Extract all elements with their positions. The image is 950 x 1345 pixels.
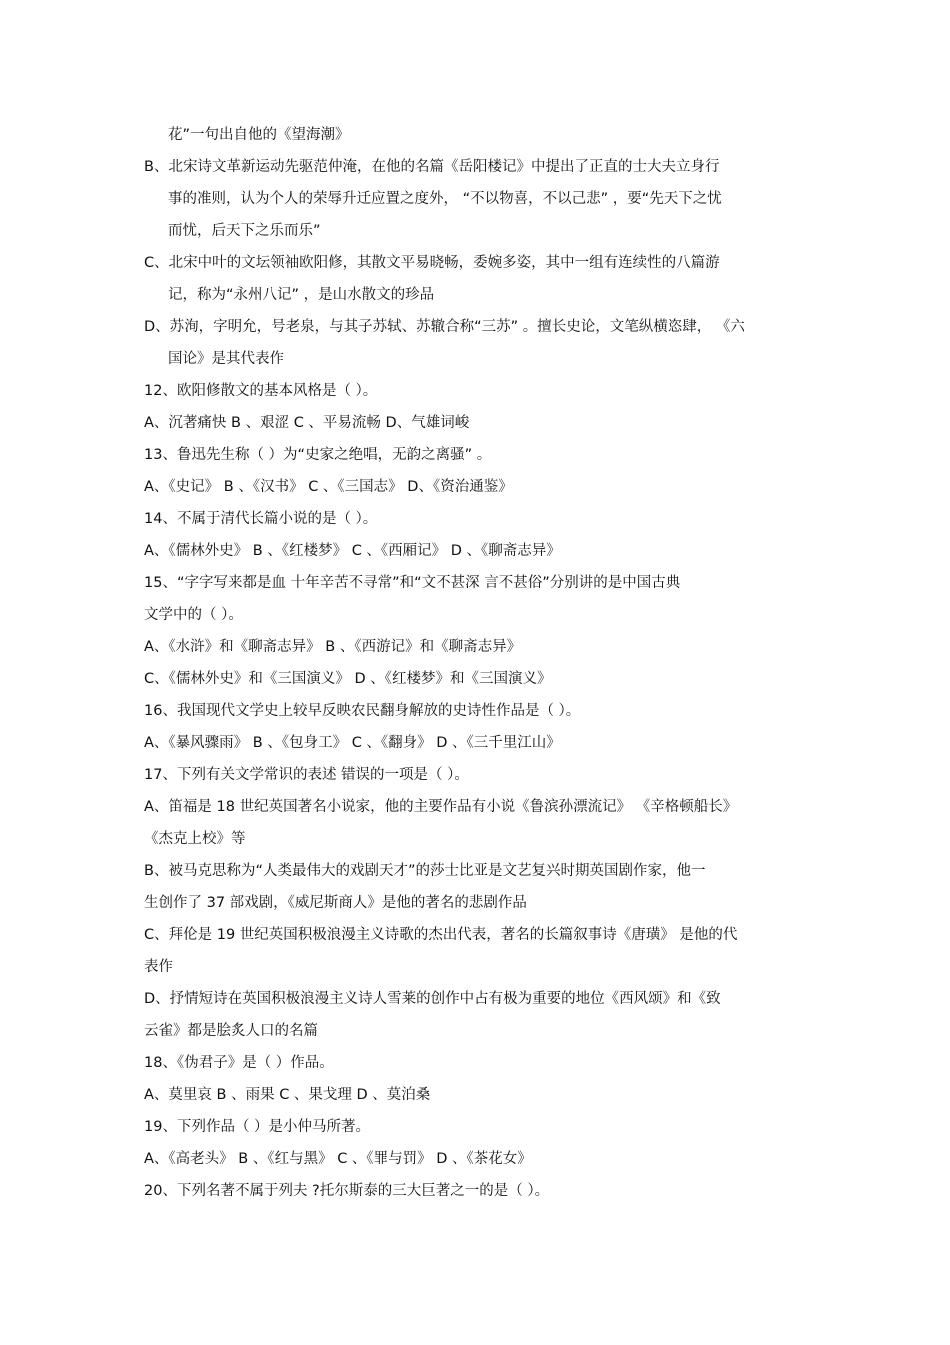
text-line: B、北宋诗文革新运动先驱范仲淹，在他的名篇《岳阳楼记》中提出了正直的士大夫立身行: [144, 159, 720, 175]
question-20: 20、下列名著不属于列夫 ?托尔斯泰的三大巨著之一的是（ ）。: [144, 1183, 550, 1199]
option-17b: B、被马克思称为“人类最伟大的戏剧天才”的莎士比亚是文艺复兴时期英国剧作家，他一: [144, 863, 706, 879]
text-line: 事的准则，认为个人的荣辱升迁应置之度外， “不以物喜，不以己悲” ，要“先天下之忧: [168, 191, 722, 207]
options-15a: A、《水浒》和《聊斋志异》 B 、《西游记》和《聊斋志异》: [144, 639, 522, 655]
text-line: 国论》是其代表作: [168, 351, 284, 367]
text-line: 记，称为“永州八记” ，是山水散文的珍品: [168, 287, 435, 303]
question-14: 14、不属于清代长篇小说的是（ ）。: [144, 511, 378, 527]
text-line: 而忧，后天下之乐而乐”: [168, 223, 321, 239]
options-19: A、《高老头》 B 、《红与黑》 C 、《罪与罚》 D 、《茶花女》: [144, 1151, 532, 1167]
options-12: A、沉著痛快 B 、艰涩 C 、平易流畅 D、气雄词峻: [144, 415, 470, 431]
text-line: 花”一句出自他的《望海潮》: [168, 127, 350, 143]
option-17d: D、抒情短诗在英国积极浪漫主义诗人雪莱的创作中占有极为重要的地位《西风颂》和《致: [144, 991, 721, 1007]
options-13: A、《史记》 B 、《汉书》 C 、《三国志》 D、《资治通鉴》: [144, 479, 513, 495]
option-17d-cont: 云雀》都是脍炙人口的名篇: [144, 1023, 318, 1039]
option-17c-cont: 表作: [144, 959, 173, 975]
options-15b: C、《儒林外史》和《三国演义》 D 、《红楼梦》和《三国演义》: [144, 671, 552, 687]
options-14: A、《儒林外史》 B 、《红楼梦》 C 、《西厢记》 D 、《聊斋志异》: [144, 543, 561, 559]
text-line: C、北宋中叶的文坛领袖欧阳修，其散文平易晓畅，委婉多姿，其中一组有连续性的八篇游: [144, 255, 720, 271]
question-18: 18、《伪君子》是（ ）作品。: [144, 1055, 334, 1071]
question-15: 15、“字字写来都是血 十年辛苦不寻常”和“文不甚深 言不甚俗”分别讲的是中国古典: [144, 575, 681, 591]
question-19: 19、下列作品（ ）是小仲马所著。: [144, 1119, 371, 1135]
option-17b-cont: 生创作了 37 部戏剧，《威尼斯商人》是他的著名的悲剧作品: [144, 895, 527, 911]
text-line: D、苏洵，字明允，号老泉，与其子苏轼、苏辙合称“三苏” 。擅长史论，文笔纵横恣肆， 《六: [144, 319, 745, 335]
option-17a: A、笛福是 18 世纪英国著名小说家，他的主要作品有小说《鲁滨孙漂流记》 《辛格顿船长》: [144, 799, 738, 815]
option-17c: C、拜伦是 19 世纪英国积极浪漫主义诗歌的杰出代表，著名的长篇叙事诗《唐璜》 是他的代: [144, 927, 738, 943]
option-17a-cont: 《杰克上校》等: [144, 831, 246, 847]
question-12: 12、欧阳修散文的基本风格是（ ）。: [144, 383, 378, 399]
options-16: A、《暴风骤雨》 B 、《包身工》 C 、《翻身》 D 、《三千里江山》: [144, 735, 561, 751]
question-16: 16、我国现代文学史上较早反映农民翻身解放的史诗性作品是（ ）。: [144, 703, 581, 719]
options-18: A、莫里哀 B 、雨果 C 、果戈理 D 、莫泊桑: [144, 1087, 431, 1103]
question-13: 13、鲁迅先生称（ ）为“史家之绝唱，无韵之离骚” 。: [144, 447, 492, 463]
question-17: 17、下列有关文学常识的表述 错误的一项是（ ）。: [144, 767, 469, 783]
question-15-cont: 文学中的（ ）。: [144, 607, 243, 623]
